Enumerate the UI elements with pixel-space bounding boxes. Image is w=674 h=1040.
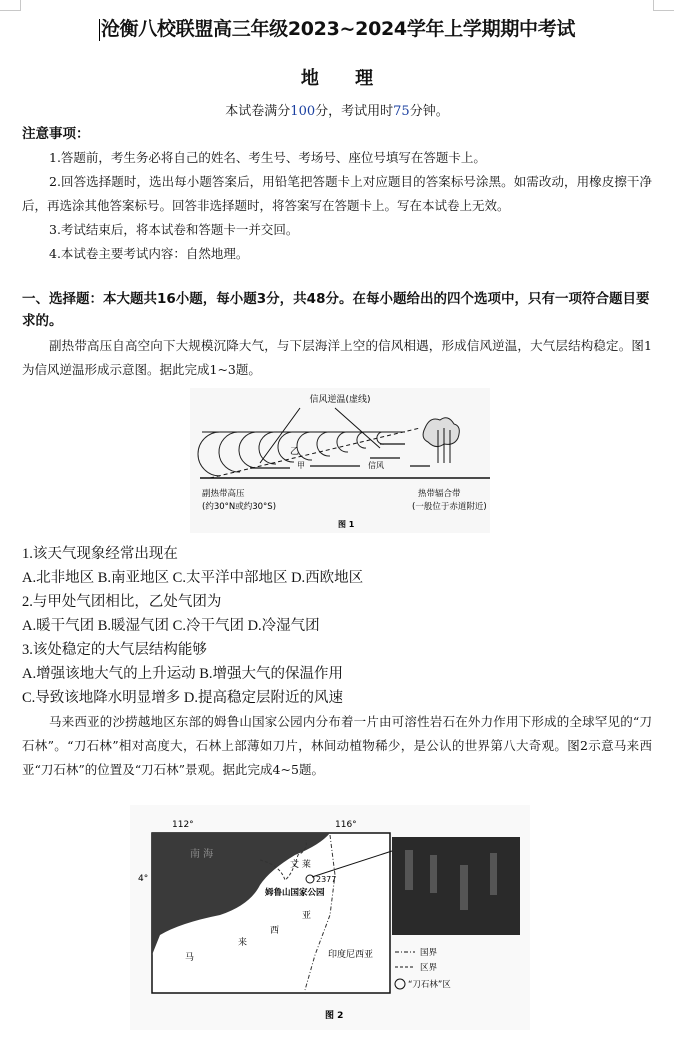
- notice-item: 2.回答选择题时，选出每小题答案后，用铅笔把答题卡上对应题目的答案标号涂黑。如需改动，用橡皮擦干净后，再选涂其他答案标号。回答非选择题时，将答案写在答题卡上。写在本试卷上无效。: [22, 174, 652, 213]
- figure-1-trade-wind-inversion: [190, 388, 490, 533]
- question-2-options: A.暖干气团 B.暖湿气团 C.冷干气团 D.冷湿气团: [22, 618, 320, 634]
- question-3-options: A.增强该地大气的上升运动 B.增强大气的保温作用: [22, 666, 344, 682]
- svg-text:来: 来: [238, 938, 248, 948]
- svg-text:西: 西: [270, 926, 280, 936]
- subject-title: 地 理: [300, 68, 374, 89]
- question-1: 1.该天气现象经常出现在 A.北非地区 B.南亚地区 C.太平洋中部地区 D.西欧地区 2.与甲处气团相比，乙处气团为 A.暖干气团 B.暖湿气团 C.冷干气团 D.冷湿气团 3.该处稳定的大气层结构能够 A.增强该地大气的上升运动 B.增强大气的保温作用 C.导致该地降水明显增多 D.提高稳定层附近的风速: [22, 542, 363, 710]
- notice-section: [22, 122, 652, 266]
- svg-text:信风: 信风: [368, 461, 384, 470]
- svg-text:乙: 乙: [290, 447, 300, 457]
- question-3-stem: 3.该处稳定的大气层结构能够: [22, 642, 207, 658]
- svg-text:图 2: 图 2: [325, 1011, 344, 1021]
- svg-text:文 莱: 文 莱: [290, 860, 311, 870]
- exam-title: 沧衡八校联盟高三年级2023~2024学年上学期期中考试: [100, 18, 576, 40]
- passage-1: 副热带高压自高空向下大规模沉降大气，与下层海洋上空的信风相遇，形成信风逆温，大气层结构稳定。图1为信风逆温形成示意图。据此完成1~3题。: [22, 338, 652, 377]
- svg-text:热带辐合带: 热带辐合带: [418, 489, 461, 499]
- svg-text:甲: 甲: [297, 461, 305, 470]
- page-corner-mark-left: [0, 0, 21, 11]
- svg-text:4°: 4°: [138, 874, 149, 884]
- svg-text:亚: 亚: [302, 911, 312, 921]
- figure-2-malaysia-map: [130, 805, 530, 1030]
- notice-item: 1.答题前，考生务必将自己的姓名、考生号、考场号、座位号填写在答题卡上。: [49, 150, 486, 165]
- exam-info: 本试卷满分100分，考试用时75分钟。: [225, 104, 449, 119]
- svg-text:姆鲁山国家公园: 姆鲁山国家公园: [265, 888, 325, 898]
- svg-text:(一般位于赤道附近): (一般位于赤道附近): [412, 502, 487, 512]
- svg-text:区界: 区界: [420, 963, 438, 973]
- svg-text:印度尼西亚: 印度尼西亚: [328, 950, 374, 960]
- svg-text:“刀石林”区: “刀石林”区: [408, 980, 451, 990]
- notice-heading: 注意事项：: [22, 126, 90, 142]
- question-3-options: C.导致该地降水明显增多 D.提高稳定层附近的风速: [22, 690, 344, 706]
- svg-text:马: 马: [185, 953, 195, 963]
- question-2-stem: 2.与甲处气团相比，乙处气团为: [22, 594, 222, 610]
- svg-text:112°: 112°: [172, 820, 194, 830]
- svg-text:116°: 116°: [335, 820, 357, 830]
- svg-text:南 海: 南 海: [190, 849, 214, 860]
- page-corner-mark-right: [653, 0, 674, 11]
- notice-item: 4.本试卷主要考试内容：自然地理。: [49, 246, 249, 261]
- question-1-options: A.北非地区 B.南亚地区 C.太平洋中部地区 D.西欧地区: [22, 570, 364, 586]
- notice-item: 3.考试结束后，将本试卷和答题卡一并交回。: [49, 222, 299, 237]
- text-cursor: [99, 19, 100, 41]
- passage-2: 马来西亚的沙捞越地区东部的姆鲁山国家公园内分布着一片由可溶性岩石在外力作用下形成的全球罕见的“刀石林”。“刀石林”相对高度大，石林上部薄如刀片，林间动植物稀少，是公认的世界第八大奇观。图2示意马来西亚“刀石林”的位置及“刀石林”景观。据此完成4~5题。: [22, 714, 652, 777]
- svg-text:副热带高压: 副热带高压: [202, 489, 245, 499]
- svg-text:(约30°N或约30°S): (约30°N或约30°S): [202, 502, 277, 512]
- svg-text:2377: 2377: [316, 875, 337, 884]
- svg-text:信风逆温(虚线): 信风逆温(虚线): [309, 395, 371, 405]
- svg-text:图 1: 图 1: [338, 520, 355, 529]
- svg-text:国界: 国界: [420, 948, 438, 958]
- section-heading: 一、选择题：本大题共16小题，每小题3分，共48分。在每小题给出的四个选项中，只有一项符合题目要求的。: [22, 291, 650, 329]
